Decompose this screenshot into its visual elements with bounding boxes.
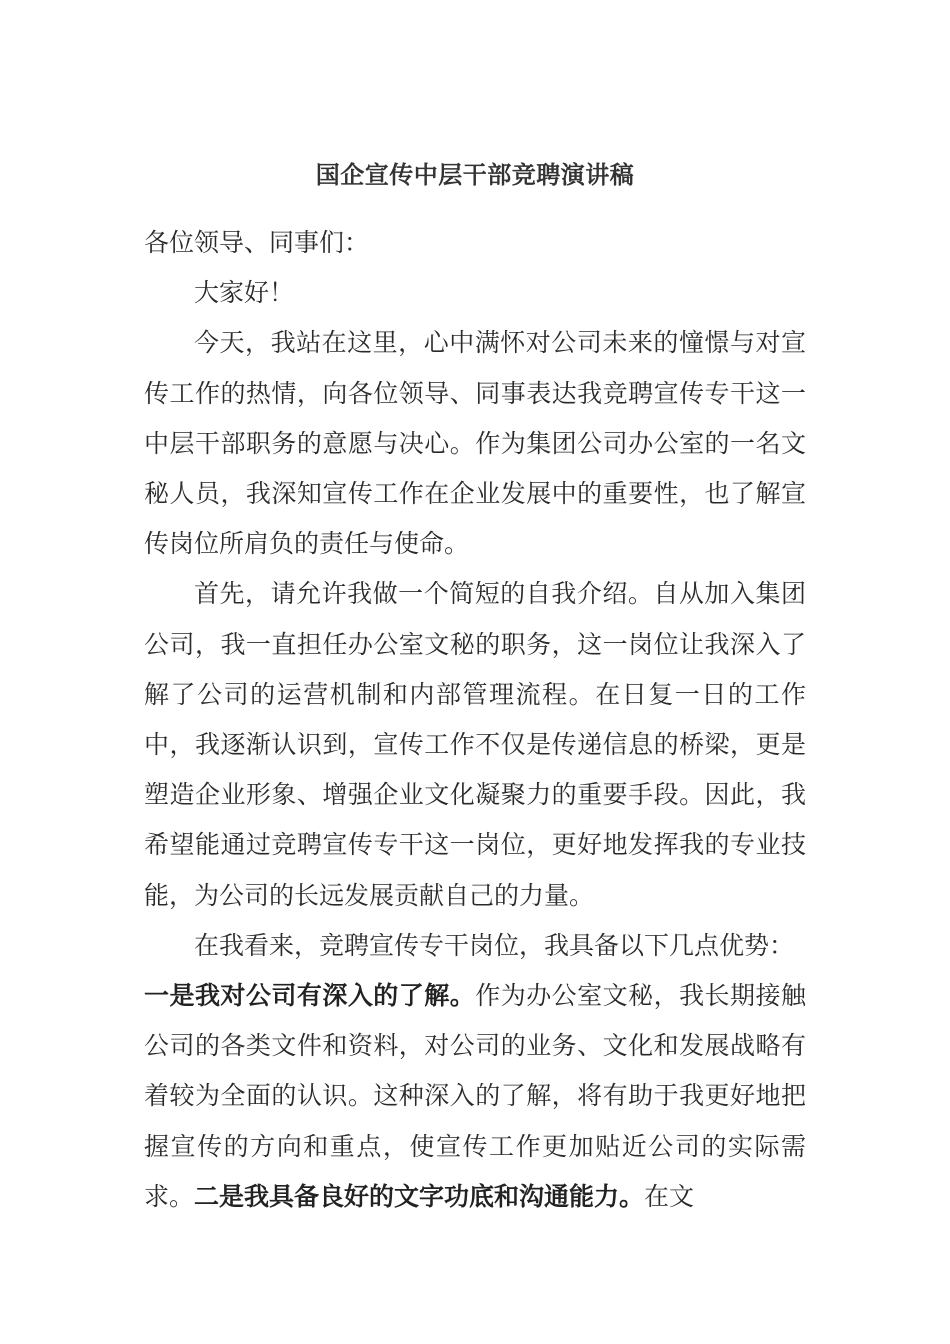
- paragraph-self-introduction: 首先，请允许我做一个简短的自我介绍。自从加入集团公司，我一直担任办公室文秘的职务，这一岗位让我深入了解了公司的运营机制和内部管理流程。在日复一日的工作中，我逐渐认识到，宣传工作不仅是传递信息的桥梁，更是塑造企业形象、增强企业文化凝聚力的重要手段。因此，我希望能通过竞聘宣传专干这一岗位，更好地发挥我的专业技能，为公司的长远发展贡献自己的力量。: [144, 579, 806, 910]
- greeting: 大家好！: [194, 278, 295, 308]
- paragraph-opening: 今天，我站在这里，心中满怀对公司未来的憧憬与对宣传工作的热情，向各位领导、同事表达我竞聘宣传专干这一中层干部职务的意愿与决心。作为集团公司办公室的一名文秘人员，我深知宣传工作在企业发展中的重要性，也了解宣传岗位所肩负的责任与使命。: [144, 328, 806, 559]
- point-one-heading: 一是我对公司有深入的了解。: [144, 981, 476, 1011]
- point-two-body: 在文: [644, 1181, 695, 1211]
- document-title: 国企宣传中层干部竞聘演讲稿: [315, 161, 635, 189]
- paragraph-advantages: [144, 971, 806, 1222]
- point-one-body: 作为办公室文秘，我长期接触公司的各类文件和资料，对公司的业务、文化和发展战略有着较为全面的认识。这种深入的了解，将有助于我更好地把握宣传的方向和重点，使宣传工作更加贴近公司的实际需求。: [144, 981, 806, 1211]
- paragraph-advantages-intro: 在我看来，竞聘宣传专干岗位，我具备以下几点优势：: [194, 930, 795, 960]
- salutation: 各位领导、同事们：: [144, 228, 370, 257]
- document-body: [144, 218, 806, 1222]
- point-two-heading: 二是我具备良好的文字功底和沟通能力。: [194, 1181, 645, 1211]
